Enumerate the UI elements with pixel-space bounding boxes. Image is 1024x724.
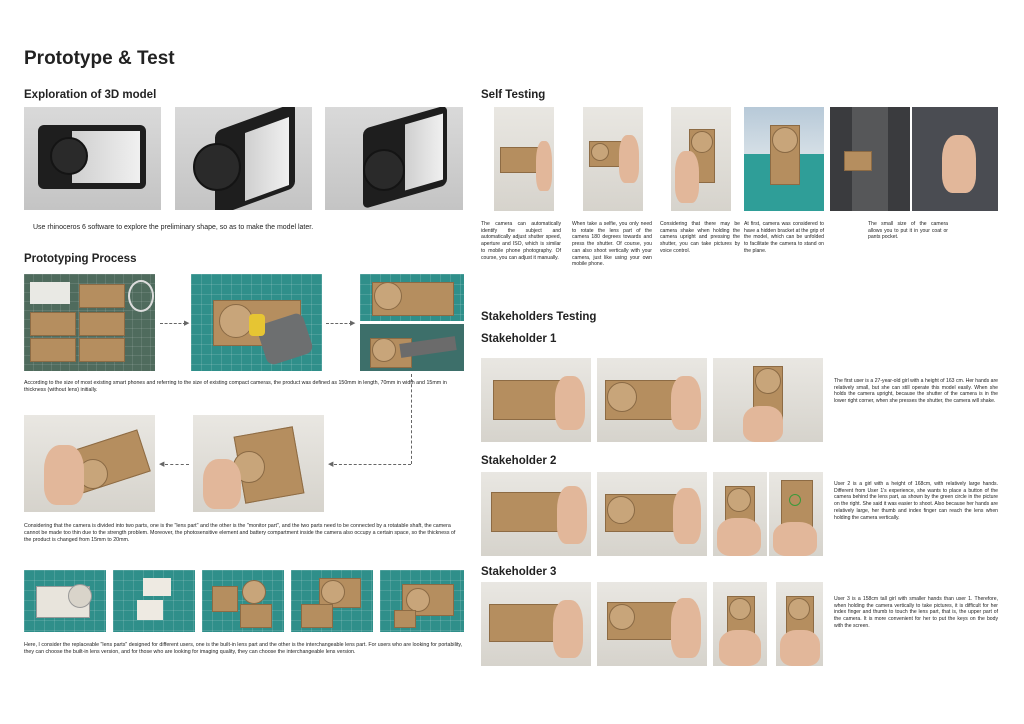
self-test-image-5 [830, 107, 910, 211]
stakeholder-2-image-4 [769, 472, 823, 556]
lens-part-image-5 [380, 570, 464, 632]
stakeholder-2-image-3 [713, 472, 767, 556]
render-image-side [325, 107, 463, 210]
prototype-image-rotating [193, 415, 324, 512]
stakeholder-2-title: Stakeholder 2 [481, 455, 557, 467]
lens-part-image-2 [113, 570, 195, 632]
render-image-front [24, 107, 161, 210]
prototype-image-gluing [191, 274, 322, 371]
render-image-angle [175, 107, 312, 210]
lens-part-image-3 [202, 570, 284, 632]
prototyping-heading: Prototyping Process [24, 253, 137, 265]
stakeholder-3-image-4 [776, 582, 823, 666]
stakeholder-3-title: Stakeholder 3 [481, 566, 557, 578]
self-test-caption-4: At first, camera was considered to have a hidden bracket at the grip of the model, which can be unfolded to facilitate the camera to stand on the plane. [744, 221, 824, 254]
prototype-image-assembled [360, 274, 464, 321]
self-test-image-1 [494, 107, 554, 211]
self-test-image-2 [583, 107, 643, 211]
self-test-caption-5: The small size of the camera allows you to put it in your coat or pants pocket. [868, 221, 948, 241]
exploration-heading: Exploration of 3D model [24, 89, 157, 101]
self-test-caption-2: When take a selfie, you only need to rotate the lens part of the camera 180 degrees towards and press the shutter. Of course, you can also shoot vertically with your camera, just like using your own mobile phone. [572, 221, 652, 268]
stakeholder-3-text: User 3 is a 158cm tall girl with smaller hands than user 1. Therefore, when holding the camera vertically to take pictures, it is difficult for her index finger and thumb to touch the lens part, that is, the upper part of the camera. It is more convenient for her to put the keys on the body with the screen. [834, 596, 998, 629]
lens-part-image-4 [291, 570, 373, 632]
stakeholder-2-image-2 [597, 472, 707, 556]
prototype-image-holding-lens [24, 415, 155, 512]
self-test-image-6 [912, 107, 998, 211]
prototyping-caption-2: Considering that the camera is divided into two parts, one is the "lens part" and the other is the "monitor part", and the two parts need to be connected by a rotatable shaft, the camera cannot be made too thin due to the strength problem. Moreover, the photosensitive element and battery compartment inside the camera also occupy a certain space, so the thickness of the product is changed from 15mm to 20mm. [24, 523, 456, 543]
stakeholder-3-image-2 [597, 582, 707, 666]
prototype-image-cutting [24, 274, 155, 371]
stakeholder-3-image-3 [713, 582, 767, 666]
lens-part-image-1 [24, 570, 106, 632]
prototype-image-sanding [360, 324, 464, 371]
self-test-image-4 [744, 107, 824, 211]
stakeholder-1-image-1 [481, 358, 591, 442]
exploration-caption: Use rhinoceros 6 software to explore the preliminary shape, so as to make the model later. [33, 224, 314, 231]
prototyping-caption-3: Here, I consider the replaceable "lens parts" designed for different users, one is the built-in lens part and the other is the interchangeable lens part. For users who are looking for portability, they can choose the built-in lens version, and for those who are looking for imaging quality, they can choose the interchangeable lens version. [24, 642, 463, 655]
stakeholder-2-text: User 2 is a girl with a height of 168cm, with relatively large hands. Different from User 1's experience, she wants to place a button of the camera behind the lens part, as shown by the green circle in the picture on the right. She said it was easier to shoot. Also because her hands are relatively large, her thumb and index finger can reach the lens when holding the camera vertically. [834, 481, 998, 521]
self-test-caption-1: The camera can automatically identify the subject and automatically adjust shutter speed, aperture and ISO, which is similar to mobile phone photography. Of course, you can adjust it manually. [481, 221, 561, 261]
prototyping-caption-1: According to the size of most existing smart phones and referring to the size of existing compact cameras, the product was defined as 150mm in length, 70mm in width and 15mm in thickness (without lens) initially. [24, 380, 447, 393]
stakeholder-2-image-1 [481, 472, 591, 556]
self-test-caption-3: Considering that there may be camera shake when holding the camera upright and pressing the shutter, you can take pictures by voice control. [660, 221, 740, 254]
page-title: Prototype & Test [24, 48, 175, 69]
stakeholder-1-title: Stakeholder 1 [481, 333, 557, 345]
stakeholder-1-image-3 [713, 358, 823, 442]
self-test-image-3 [671, 107, 731, 211]
self-testing-heading: Self Testing [481, 89, 546, 101]
stakeholder-3-image-1 [481, 582, 591, 666]
stakeholder-1-image-2 [597, 358, 707, 442]
stakeholder-1-text: The first user is a 27-year-old girl with a height of 163 cm. Her hands are relatively small, but she can still operate this model easily. When she holds the camera upright, because the shutter of the camera is in the lower right corner, when she presses the shutter, the camera will shake. [834, 378, 998, 405]
stakeholders-heading: Stakeholders Testing [481, 311, 597, 323]
